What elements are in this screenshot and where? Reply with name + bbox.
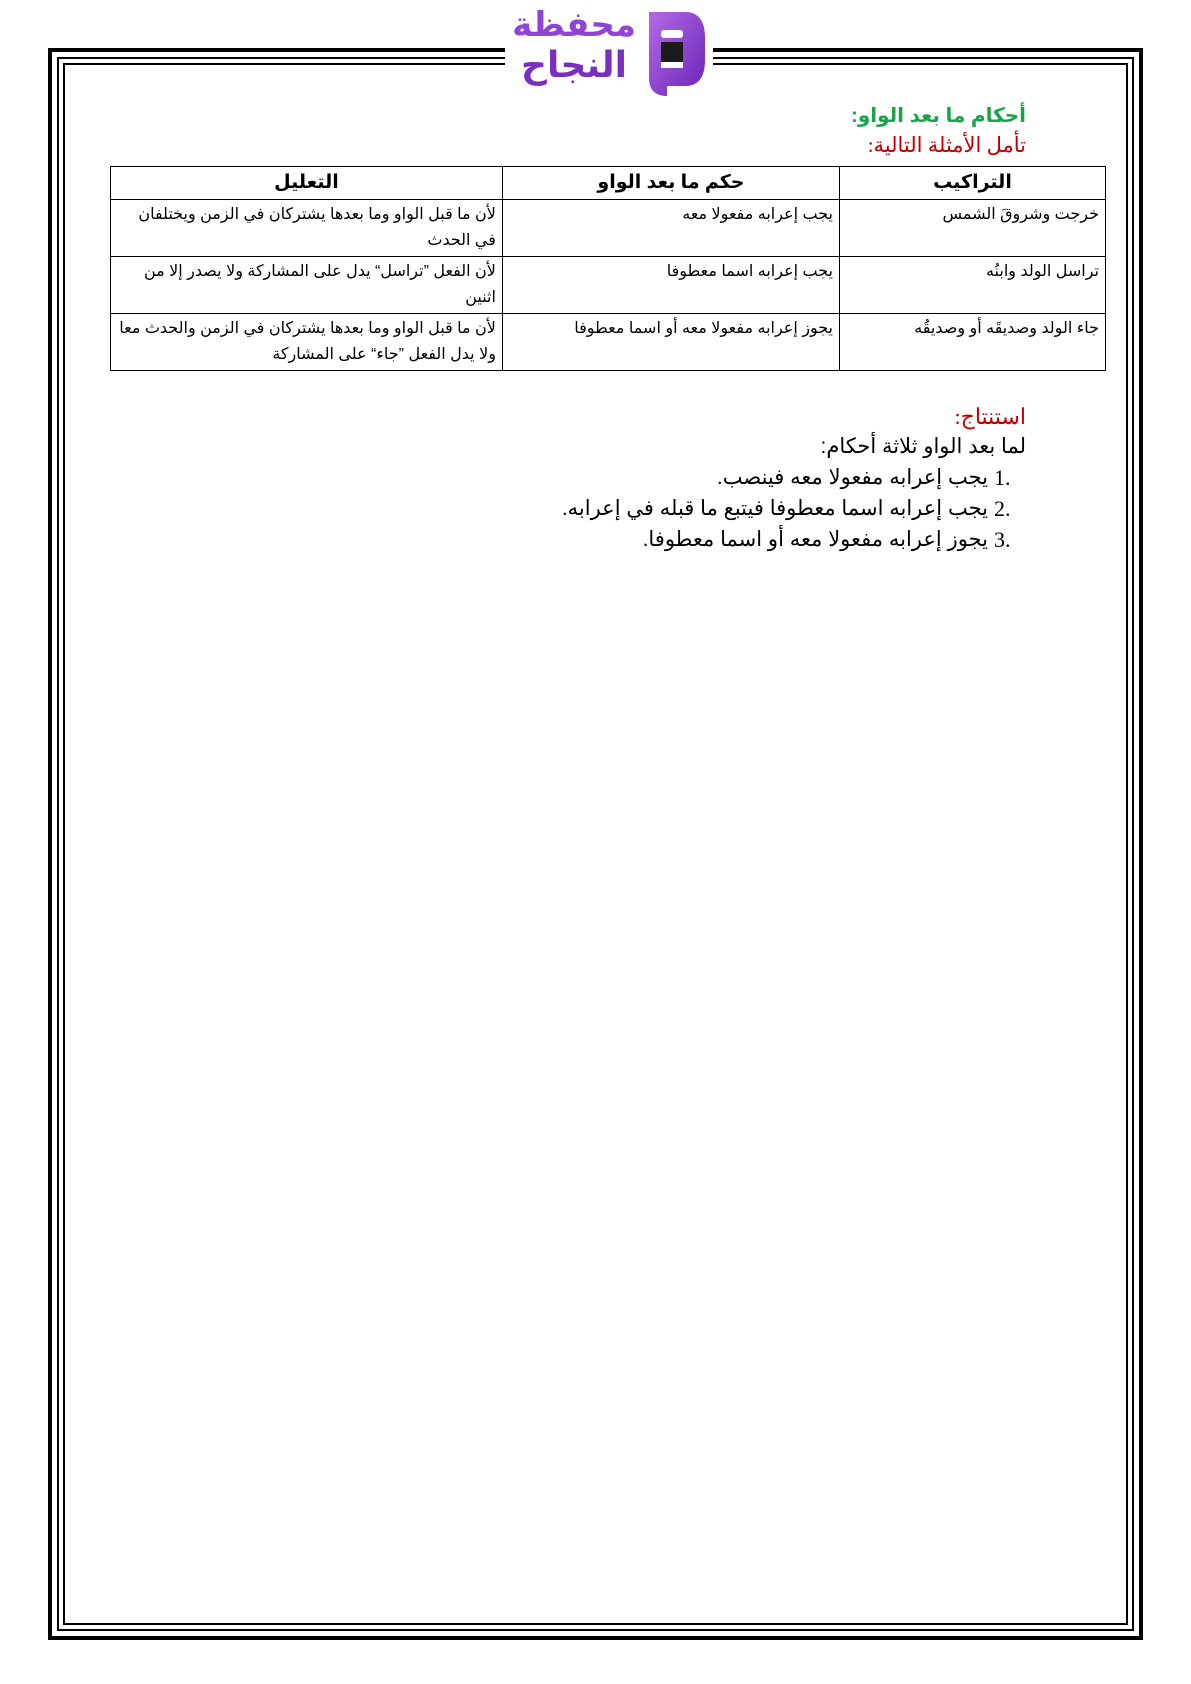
brand-logo bbox=[505, 4, 713, 100]
examples-subheading: تأمل الأمثلة التالية: bbox=[867, 133, 1026, 157]
header-reason: التعليل bbox=[111, 167, 503, 200]
list-item-number: 3. bbox=[994, 527, 1011, 552]
conclusion-intro: لما بعد الواو ثلاثة أحكام: bbox=[820, 435, 1026, 458]
cell-reason: لأن ما قبل الواو وما بعدها يشتركان في الزمن ويختلفان في الحدث bbox=[111, 200, 503, 257]
logo-wordmark bbox=[509, 5, 639, 86]
cell-structure: خرجت وشروقَ الشمس bbox=[840, 200, 1106, 257]
examples-table bbox=[110, 166, 1106, 371]
list-item bbox=[426, 462, 1011, 493]
conclusion-section bbox=[426, 402, 1026, 555]
cell-ruling: يجب إعرابه اسما معطوفا bbox=[502, 257, 839, 314]
table-row bbox=[111, 314, 1106, 371]
cell-structure: تراسل الولد وابنُه bbox=[840, 257, 1106, 314]
rulings-list bbox=[426, 462, 1026, 555]
logo-line-1: محفظة bbox=[512, 5, 636, 45]
list-item-text: يجب إعرابه اسما معطوفا فيتبع ما قبله في إعرابه. bbox=[561, 497, 988, 520]
cell-reason: لأن الفعل ”تراسل“ يدل على المشاركة ولا يصدر إلا من اثنين bbox=[111, 257, 503, 314]
conclusion-title: استنتاج: bbox=[954, 404, 1026, 429]
cell-structure: جاء الولد وصديقَه أو وصديقُه bbox=[840, 314, 1106, 371]
table-header-row bbox=[111, 167, 1106, 200]
header-ruling: حكم ما بعد الواو bbox=[502, 167, 839, 200]
logo-icon bbox=[645, 8, 709, 96]
logo-line-2: النجاح bbox=[521, 45, 627, 86]
section-heading: أحكام ما بعد الواو: bbox=[851, 105, 1026, 127]
table-row bbox=[111, 257, 1106, 314]
list-item bbox=[426, 493, 1011, 524]
cell-reason: لأن ما قبل الواو وما بعدها يشتركان في الزمن والحدث معا ولا يدل الفعل ”جاء“ على المشاركة bbox=[111, 314, 503, 371]
list-item-number: 2. bbox=[994, 496, 1011, 521]
cell-ruling: يجب إعرابه مفعولا معه bbox=[502, 200, 839, 257]
list-item-number: 1. bbox=[994, 465, 1011, 490]
cell-ruling: يجوز إعرابه مفعولا معه أو اسما معطوفا bbox=[502, 314, 839, 371]
table-row bbox=[111, 200, 1106, 257]
list-item-text: يجب إعرابه مفعولا معه فينصب. bbox=[716, 466, 988, 489]
list-item bbox=[426, 524, 1011, 555]
header-structures: التراكيب bbox=[840, 167, 1106, 200]
list-item-text: يجوز إعرابه مفعولا معه أو اسما معطوفا. bbox=[642, 528, 988, 551]
